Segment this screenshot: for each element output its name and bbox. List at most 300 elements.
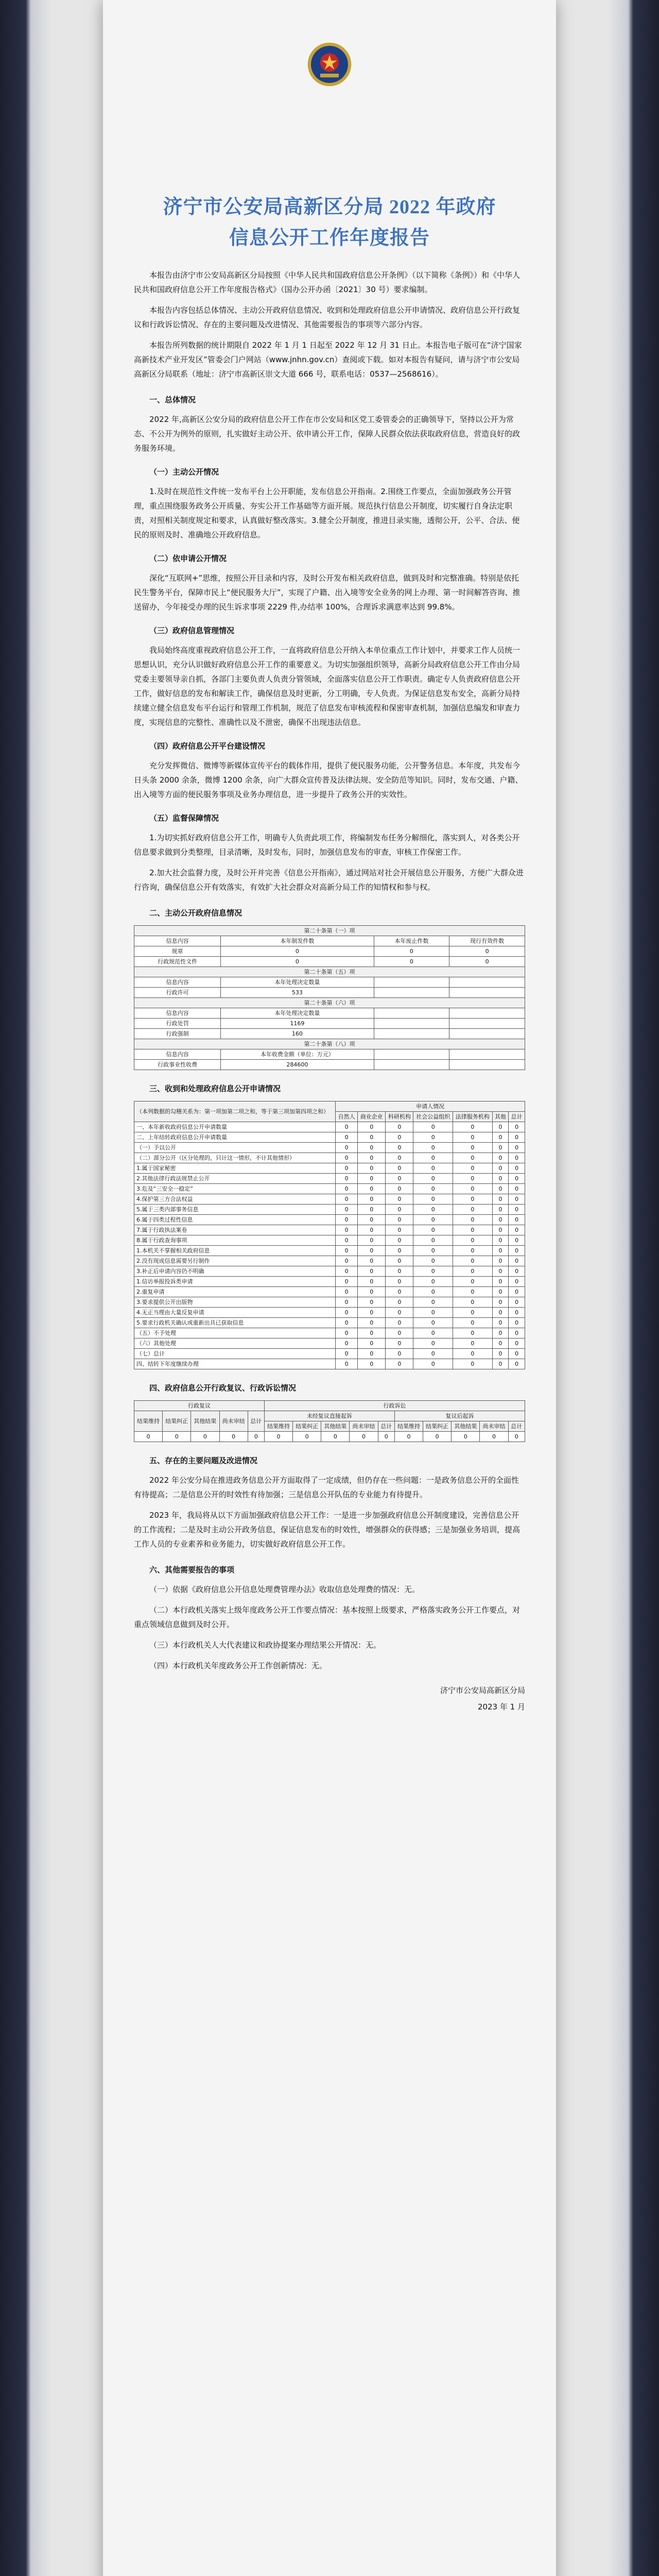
- table-row: [134, 1143, 525, 1153]
- table-cell: 0: [386, 1132, 413, 1143]
- table-cell: 本年制发件数: [221, 936, 374, 946]
- report-title-line2: 信息公开工作年度报告: [229, 227, 430, 249]
- table-cell: 0: [386, 1194, 413, 1205]
- table-row: [134, 998, 525, 1008]
- table-cell: [449, 988, 525, 998]
- table-cell: 0: [394, 1432, 423, 1442]
- table-cell: 0: [509, 1163, 525, 1174]
- row-label: 7.属于行政执法案卷: [134, 1225, 336, 1235]
- table-row: [134, 1287, 525, 1297]
- table-cell: 0: [413, 1174, 453, 1184]
- table-cell: 0: [509, 1132, 525, 1143]
- table-cell: 0: [509, 1184, 525, 1194]
- table-cell: 0: [336, 1163, 358, 1174]
- table-cell: 0: [492, 1153, 509, 1163]
- row-label: 1.本机关不掌握相关政府信息: [134, 1246, 336, 1256]
- table-row: [134, 967, 525, 977]
- table-cell: 0: [492, 1215, 509, 1225]
- table-row: [134, 1008, 525, 1019]
- table-cell: 0: [386, 1122, 413, 1132]
- col-header: 商业企业: [358, 1112, 386, 1122]
- table-cell: 行政强制: [134, 1029, 221, 1039]
- row-label: （二）部分公开（区分处理的，只计这一情形，不计其他情形）: [134, 1153, 336, 1163]
- table-cell: 0: [509, 1143, 525, 1153]
- table-cell: 0: [509, 1153, 525, 1163]
- table-cell: 0: [509, 1277, 525, 1287]
- table-cell: 0: [492, 1338, 509, 1349]
- table-cell: 0: [386, 1349, 413, 1359]
- col-header: 自然人: [336, 1112, 358, 1122]
- table-row: [134, 1215, 525, 1225]
- table-cell: 0: [423, 1432, 452, 1442]
- table-cell: 0: [386, 1174, 413, 1184]
- signature-org: 济宁市公安局高新区分局: [440, 1686, 525, 1695]
- table-cell: 0: [358, 1122, 386, 1132]
- table-cell: 0: [453, 1308, 493, 1318]
- table-cell: 行政处罚: [134, 1019, 221, 1029]
- table-cell: 0: [509, 1287, 525, 1297]
- table-cell: 0: [336, 1359, 358, 1369]
- table-cell: 0: [336, 1256, 358, 1266]
- table-cell: 0: [358, 1184, 386, 1194]
- table-row: [134, 1174, 525, 1184]
- table-cell: 0: [358, 1359, 386, 1369]
- table-cell: [374, 1008, 449, 1019]
- row-label: 5.要求行政机关确认或重新出具已获取信息: [134, 1318, 336, 1328]
- table-group-cell: 第二十条第（六）项: [134, 998, 525, 1008]
- row-label: 1.信访举报投诉类申请: [134, 1277, 336, 1287]
- table-row: [134, 977, 525, 988]
- table-cell: 0: [413, 1256, 453, 1266]
- table-row: [134, 1297, 525, 1308]
- litigation-group-header: 行政诉讼: [264, 1401, 525, 1411]
- table-cell: 0: [386, 1153, 413, 1163]
- row-label: 2.重复申请: [134, 1287, 336, 1297]
- table-row: [134, 1308, 525, 1318]
- intro-paragraph-3: 本报告所列数据的统计期限自 2022 年 1 月 1 日起至 2022 年 12 月 31 日止。本报告电子版可在“济宁国家高新技术产业开发区”管委会门户网站（www.jnhn.gov.cn）查阅或下载。如对本报告有疑问，请与济宁市公安局高新区分局联系（地址：济宁市高新区崇文大道 666 号，联系电话：0537—2568616）。: [134, 341, 522, 379]
- table-row: [134, 1194, 525, 1205]
- table-cell: 规章: [134, 946, 221, 957]
- subsection-paragraph: 2.加大社会监督力度，及时公开并完善《信息公开指南》，通过网站对社会开展信息公开服务，方便广大群众进行咨询，确保信息公开有效落实，有效扩大社会群众对高新分局工作的知情权和参与权。: [134, 868, 524, 892]
- table-cell: 0: [453, 1122, 493, 1132]
- table-cell: 0: [386, 1308, 413, 1318]
- table-row: [134, 1328, 525, 1338]
- table-cell: 0: [413, 1122, 453, 1132]
- table-cell: [449, 1060, 525, 1070]
- table-cell: 0: [358, 1318, 386, 1328]
- section-5-paragraph: 2023 年，我局将从以下方面加强政府信息公开工作：一是进一步加强政府信息公开制度建设，完善信息公开的工作流程；二是及时主动公开政务信息，保证信息发布的时效性，增强群众的获得感；三是加强业务培训，提高工作人员的专业素养和业务能力，切实做好政府信息公开工作。: [134, 1511, 521, 1549]
- table-group-cell: 第二十条第（一）项: [134, 926, 525, 936]
- table-cell: 0: [358, 1215, 386, 1225]
- table-cell: 0: [453, 1359, 493, 1369]
- table-cell: 0: [163, 1432, 191, 1442]
- table-cell: 0: [336, 1308, 358, 1318]
- table-row: [134, 1184, 525, 1194]
- table-cell: 0: [453, 1132, 493, 1143]
- table-cell: 0: [386, 1328, 413, 1338]
- table-cell: 0: [386, 1256, 413, 1266]
- table-cell: 0: [413, 1235, 453, 1246]
- table-cell: 0: [336, 1174, 358, 1184]
- row-label: （一）予以公开: [134, 1143, 336, 1153]
- section-6-paragraph: （三）本行政机关人大代表建议和政协提案办理结果公开情况：无。: [149, 1640, 381, 1650]
- col-header: 其他结果: [191, 1411, 219, 1432]
- table-row: [134, 988, 525, 998]
- section-6-heading: 六、其他需要报告的事项: [149, 1565, 235, 1574]
- table-cell: 0: [386, 1225, 413, 1235]
- table-cell: 0: [413, 1328, 453, 1338]
- row-label: （六）其他处理: [134, 1338, 336, 1349]
- subsection-paragraph: 深化“互联网+”思维，按照公开目录和内容，及时公开发布相关政府信息，做到及时和完整准确。特别是依托民生警务平台，保障市民上“便民服务大厅”，实现了户籍、出入境等安全业务的网上办理、第一时间解答咨询、推送留办，今年接受办理的民生诉求事项 2229 件,办结率 100%，合理诉求满意率达到 99.8%。: [134, 573, 521, 612]
- table-cell: 0: [358, 1194, 386, 1205]
- row-label: 四、结转下年度继续办理: [134, 1359, 336, 1369]
- section-6-paragraph: （一）依据《政府信息公开信息处理费管理办法》收取信息处理费的情况：无。: [149, 1585, 420, 1594]
- table-cell: 0: [492, 1256, 509, 1266]
- table-cell: 0: [453, 1194, 493, 1205]
- table-row: [134, 936, 525, 946]
- table-cell: 0: [509, 1349, 525, 1359]
- table-cell: 0: [336, 1122, 358, 1132]
- table-cell: 0: [509, 1122, 525, 1132]
- table-cell: 0: [492, 1328, 509, 1338]
- table-cell: 0: [509, 1318, 525, 1328]
- table-cell: [374, 1049, 449, 1060]
- table-cell: 行政规范性文件: [134, 957, 221, 967]
- section-2-heading: 二、主动公开政府信息情况: [149, 908, 242, 918]
- table-cell: 0: [358, 1256, 386, 1266]
- table-cell: 0: [358, 1174, 386, 1184]
- table-cell: 0: [336, 1246, 358, 1256]
- table-cell: 0: [492, 1246, 509, 1256]
- col-header: 尚未审结: [219, 1411, 248, 1432]
- section-4-heading: 四、政府信息公开行政复议、行政诉讼情况: [149, 1383, 297, 1393]
- col-header: 总计: [509, 1112, 525, 1122]
- table-cell: 0: [413, 1308, 453, 1318]
- table-cell: 0: [413, 1266, 453, 1277]
- table-cell: 0: [509, 1308, 525, 1318]
- row-label: 一、本年新收政府信息公开申请数量: [134, 1122, 336, 1132]
- table-row: [134, 1266, 525, 1277]
- table-cell: 0: [386, 1277, 413, 1287]
- col-header: 其他结果: [452, 1421, 480, 1432]
- review-group-header: 行政复议: [134, 1401, 265, 1411]
- table-cell: 本年废止件数: [374, 936, 449, 946]
- col-header: 未经复议直接起诉: [264, 1411, 394, 1421]
- table-row: [134, 1049, 525, 1060]
- table-cell: 0: [492, 1225, 509, 1235]
- review-litigation-table: [134, 1400, 525, 1442]
- table-cell: 0: [492, 1297, 509, 1308]
- table-cell: 0: [453, 1277, 493, 1287]
- table-cell: 0: [509, 1205, 525, 1215]
- table-cell: [449, 1029, 525, 1039]
- table-cell: 0: [336, 1287, 358, 1297]
- table-cell: 0: [449, 946, 525, 957]
- row-label: 5.属于三类内部事务信息: [134, 1205, 336, 1215]
- row-label: 4.无正当理由大量反复申请: [134, 1308, 336, 1318]
- table-cell: 行政许可: [134, 988, 221, 998]
- subsection-paragraph: 我局始终高度重视政府信息公开工作，一直将政府信息公开纳入本单位重点工作计划中，并要求工作人员统一思想认识，充分认识做好政府信息公开工作的重要意义。为切实加强组织领导，高新分局政府信息公开工作由分局党委主要领导亲自抓，各部门主要负责人负责分管领域，全面落实信息公开工作职责。确定专人负责政府信息公开工作，做好信息的发布和解读工作，确保信息及时更新，分工明确，专人负责。为保证信息发布安全，高新分局持续建立健全信息发布平台运行和管理工作机制，规范了信息发布审核流程和保密审查机制，加强信息编发和审查力度，实现信息的完整性、准确性以及不泄密，确保不出现违法信息。: [134, 646, 521, 727]
- report-page: [103, 0, 556, 2576]
- report-title-line1: 济宁市公安局高新区分局 2022 年政府: [163, 196, 496, 218]
- table-cell: 0: [492, 1318, 509, 1328]
- table-cell: 信息内容: [134, 1049, 221, 1060]
- table-cell: 0: [509, 1215, 525, 1225]
- table-group-cell: 第二十条第（八）项: [134, 1039, 525, 1049]
- table-cell: 0: [358, 1308, 386, 1318]
- col-header: 复议后起诉: [394, 1411, 525, 1421]
- table-cell: 0: [492, 1132, 509, 1143]
- table-cell: 0: [336, 1215, 358, 1225]
- table-cell: 0: [336, 1297, 358, 1308]
- subsection-heading: （四）政府信息公开平台建设情况: [149, 741, 266, 751]
- intro-paragraph-2: 本报告内容包括总体情况、主动公开政府信息情况、收到和处理政府信息公开申请情况、政府信息公开行政复议和行政诉讼情况、存在的主要问题及改进情况、其他需要报告的事项等六部分内容。: [134, 306, 521, 329]
- table-cell: 0: [221, 946, 374, 957]
- table-cell: 0: [453, 1174, 493, 1184]
- col-header: 结果纠正: [423, 1421, 452, 1432]
- intro-paragraph-1: 本报告由济宁市公安局高新区分局按照《中华人民共和国政府信息公开条例》（以下简称《条例》）和《中华人民共和国政府信息公开工作年度报告格式》（国办公开办函〔2021〕30 号）要求编制。: [134, 270, 521, 294]
- table-cell: 0: [453, 1328, 493, 1338]
- table-cell: 0: [358, 1246, 386, 1256]
- table-cell: 0: [453, 1184, 493, 1194]
- table-cell: 0: [358, 1235, 386, 1246]
- table-cell: 0: [386, 1163, 413, 1174]
- table-cell: 0: [350, 1432, 378, 1442]
- table-cell: 0: [492, 1122, 509, 1132]
- section-5-heading: 五、存在的主要问题及改进情况: [149, 1456, 258, 1465]
- table-group-cell: 第二十条第（五）项: [134, 967, 525, 977]
- table-cell: 0: [492, 1174, 509, 1184]
- row-label: 2.没有现成信息需要另行制作: [134, 1256, 336, 1266]
- table-cell: 0: [386, 1318, 413, 1328]
- table-cell: 0: [358, 1277, 386, 1287]
- table-cell: 0: [336, 1328, 358, 1338]
- table-cell: 0: [453, 1235, 493, 1246]
- table-cell: 0: [509, 1246, 525, 1256]
- table-cell: 信息内容: [134, 936, 221, 946]
- table-cell: 0: [413, 1349, 453, 1359]
- table-cell: 0: [386, 1359, 413, 1369]
- table-cell: 0: [336, 1235, 358, 1246]
- table-cell: 本年处理决定数量: [221, 977, 374, 988]
- table-cell: 0: [492, 1277, 509, 1287]
- table-row: [134, 1122, 525, 1132]
- table-cell: 0: [358, 1225, 386, 1235]
- table-row: [134, 1318, 525, 1328]
- col-header: 总计: [508, 1421, 525, 1432]
- table-cell: 0: [492, 1359, 509, 1369]
- table-cell: 533: [221, 988, 374, 998]
- table-row: [134, 1432, 525, 1442]
- table-cell: [374, 1029, 449, 1039]
- table-cell: 现行有效件数: [449, 936, 525, 946]
- table-cell: 0: [453, 1287, 493, 1297]
- table-cell: 0: [358, 1143, 386, 1153]
- col-header: 尚未审结: [480, 1421, 508, 1432]
- subsection-heading: （二）依申请公开情况: [149, 554, 227, 563]
- table-cell: 0: [509, 1235, 525, 1246]
- table-cell: [374, 1019, 449, 1029]
- signature-date: 2023 年 1 月: [477, 1702, 525, 1711]
- table-cell: 0: [358, 1132, 386, 1143]
- table-row: [134, 926, 525, 936]
- table-cell: 0: [413, 1246, 453, 1256]
- table-cell: 0: [509, 1256, 525, 1266]
- table-cell: 0: [358, 1266, 386, 1277]
- table-row: [134, 1205, 525, 1215]
- table-cell: 0: [191, 1432, 219, 1442]
- col-header: 社会公益组织: [413, 1112, 453, 1122]
- subsection-paragraph: 充分发挥微信、微博等新媒体宣传平台的载体作用，提供了便民服务功能，公开警务信息。本年度，共发布今日头条 2000 余条，微博 1200 余条，向广大群众宣传普及法律法规、安全防范等知识。同时，发布交通、户籍、出入境等方面的便民服务事项及业务办理信息，进一步提升了政务公开的实效性。: [134, 761, 523, 799]
- table-cell: 0: [413, 1225, 453, 1235]
- table-cell: 1169: [221, 1019, 374, 1029]
- table-cell: 0: [336, 1153, 358, 1163]
- table-cell: 0: [413, 1205, 453, 1215]
- col-header: 尚未审结: [350, 1421, 378, 1432]
- table-cell: 本年收费金额（单位：万元）: [221, 1049, 374, 1060]
- table-cell: 0: [413, 1143, 453, 1153]
- table-cell: 0: [492, 1184, 509, 1194]
- table-row: [134, 1029, 525, 1039]
- row-label: 3.要求提供公开出版物: [134, 1297, 336, 1308]
- subsection-heading: （一）主动公开情况: [149, 467, 219, 477]
- col-header: 结果纠正: [293, 1421, 321, 1432]
- table-cell: 0: [509, 1266, 525, 1277]
- table-cell: 0: [492, 1235, 509, 1246]
- row-label: （五）不予处理: [134, 1328, 336, 1338]
- table-cell: 0: [492, 1194, 509, 1205]
- section-5-paragraph: 2022 年公安分局在推进政务信息公开方面取得了一定成绩，但仍存在一些问题：一是政务信息公开的全面性有待提高；二是信息公开的时效性有待加强；三是信息公开队伍的专业能力有待提升。: [134, 1476, 519, 1499]
- table-cell: 0: [358, 1163, 386, 1174]
- section-1-paragraph: 2022 年,高新区公安分局的政府信息公开工作在市公安局和区党工委管委会的正确领导下，坚持以公开为常态、不公开为例外的原则，扎实做好主动公开、依申请公开工作，保障人民群众依法获取政府信息，营造良好的政务服务环境。: [134, 415, 521, 453]
- table-cell: 0: [358, 1205, 386, 1215]
- table-cell: 0: [413, 1194, 453, 1205]
- table-cell: 0: [336, 1143, 358, 1153]
- col-header: 结果纠正: [163, 1411, 191, 1432]
- table-cell: 0: [386, 1184, 413, 1194]
- row-label: 3.危及“三安全一稳定”: [134, 1184, 336, 1194]
- table-cell: 行政事业性收费: [134, 1060, 221, 1070]
- col-header: 结果维持: [134, 1411, 163, 1432]
- table-cell: 0: [374, 946, 449, 957]
- table-cell: 0: [509, 1338, 525, 1349]
- row-label: （七）总计: [134, 1349, 336, 1359]
- table-row: [134, 957, 525, 967]
- table-cell: 0: [492, 1287, 509, 1297]
- table-cell: 0: [508, 1432, 525, 1442]
- table-cell: 0: [221, 957, 374, 967]
- table-cell: 0: [248, 1432, 264, 1442]
- table-cell: 信息内容: [134, 977, 221, 988]
- table-cell: 0: [413, 1132, 453, 1143]
- application-handling-table: [134, 1101, 525, 1369]
- row-label: 6.属于四类过程性信息: [134, 1215, 336, 1225]
- table-cell: 0: [413, 1184, 453, 1194]
- police-emblem-icon: [306, 41, 353, 88]
- table-cell: 0: [413, 1277, 453, 1287]
- table-cell: 0: [453, 1297, 493, 1308]
- table-cell: 0: [378, 1432, 394, 1442]
- table-row: [134, 1163, 525, 1174]
- table-cell: 0: [453, 1225, 493, 1235]
- table-cell: 0: [386, 1297, 413, 1308]
- table-row: [134, 1019, 525, 1029]
- table-cell: 0: [453, 1205, 493, 1215]
- table-cell: 0: [386, 1215, 413, 1225]
- table-cell: 0: [386, 1338, 413, 1349]
- table-row: [134, 1349, 525, 1359]
- table-cell: 0: [336, 1225, 358, 1235]
- table-cell: 0: [453, 1318, 493, 1328]
- table-cell: 0: [453, 1266, 493, 1277]
- table-corner-note: （本列数据的勾稽关系为：第一项加第二项之和，等于第三项加第四项之和）: [134, 1101, 336, 1122]
- table-cell: 0: [336, 1205, 358, 1215]
- table-cell: 0: [358, 1349, 386, 1359]
- proactive-disclosure-table: [134, 925, 525, 1070]
- table-cell: 0: [386, 1266, 413, 1277]
- table-cell: 0: [492, 1349, 509, 1359]
- table-cell: 0: [386, 1143, 413, 1153]
- table-cell: 284600: [221, 1060, 374, 1070]
- table-cell: 0: [453, 1215, 493, 1225]
- col-header: 结果维持: [394, 1421, 423, 1432]
- table-cell: 0: [413, 1318, 453, 1328]
- table-cell: 0: [336, 1349, 358, 1359]
- table-cell: 0: [358, 1338, 386, 1349]
- table-cell: 0: [492, 1308, 509, 1318]
- table-cell: 0: [413, 1287, 453, 1297]
- table-cell: 0: [358, 1297, 386, 1308]
- table-cell: 0: [449, 957, 525, 967]
- row-label: 3.补正后申请内容仍不明确: [134, 1266, 336, 1277]
- row-label: 1.属于国家秘密: [134, 1163, 336, 1174]
- table-cell: 0: [219, 1432, 248, 1442]
- table-row: [134, 1359, 525, 1369]
- subsection-heading: （五）监督保障情况: [149, 814, 219, 823]
- table-cell: 0: [336, 1132, 358, 1143]
- table-row: [134, 1132, 525, 1143]
- row-label: 2.其他法律行政法规禁止公开: [134, 1174, 336, 1184]
- table-cell: [449, 1019, 525, 1029]
- table-row: [134, 1060, 525, 1070]
- table-cell: 0: [386, 1235, 413, 1246]
- table-row: [134, 1246, 525, 1256]
- table-cell: 0: [413, 1359, 453, 1369]
- table-cell: 0: [413, 1297, 453, 1308]
- table-cell: 0: [358, 1287, 386, 1297]
- table-cell: [374, 977, 449, 988]
- applicant-header: 申请人情况: [336, 1101, 525, 1112]
- table-cell: 0: [358, 1328, 386, 1338]
- table-cell: 0: [492, 1163, 509, 1174]
- table-cell: 0: [453, 1349, 493, 1359]
- table-cell: 0: [509, 1194, 525, 1205]
- table-cell: 0: [413, 1163, 453, 1174]
- table-cell: 0: [492, 1266, 509, 1277]
- section-1-heading: 一、总体情况: [149, 395, 196, 404]
- table-cell: 0: [509, 1328, 525, 1338]
- row-label: 二、上年结转政府信息公开申请数量: [134, 1132, 336, 1143]
- table-row: [134, 1039, 525, 1049]
- table-cell: 0: [509, 1174, 525, 1184]
- table-cell: 0: [453, 1163, 493, 1174]
- table-cell: 0: [336, 1277, 358, 1287]
- table-cell: [449, 977, 525, 988]
- table-cell: 0: [336, 1266, 358, 1277]
- table-cell: 0: [293, 1432, 321, 1442]
- table-cell: 0: [492, 1143, 509, 1153]
- table-row: [134, 1256, 525, 1266]
